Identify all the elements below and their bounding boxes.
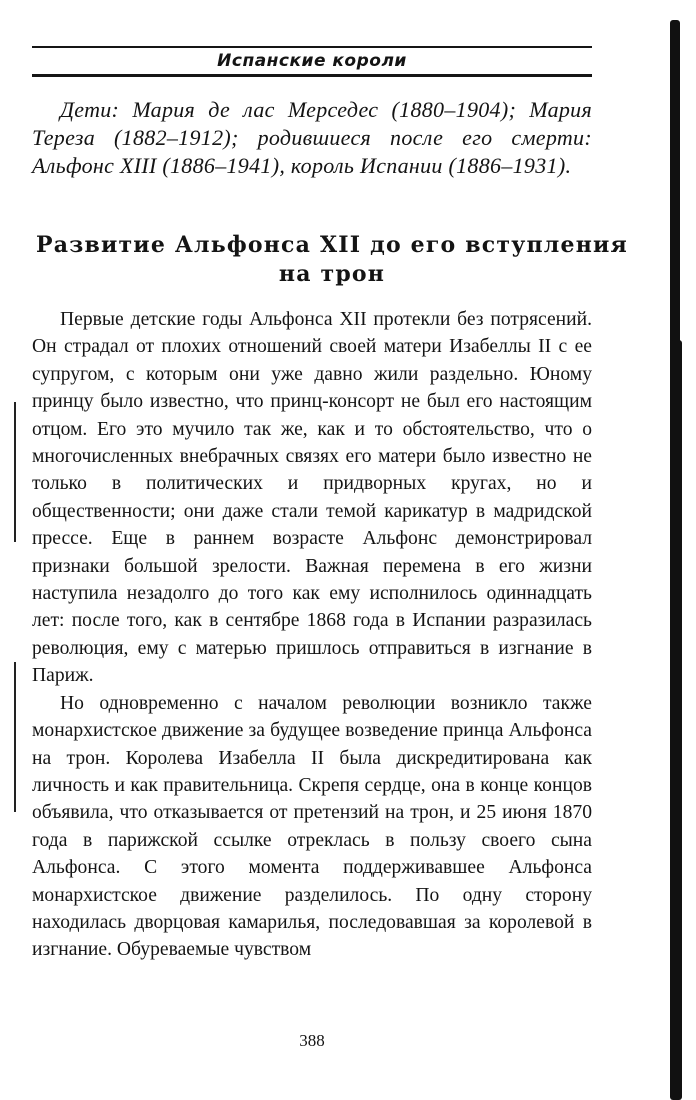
children-paragraph: Дети: Мария де лас Мерседес (1880–1904); Мария Тереза (1882–1912); родившиеся после его смерти: Альфонс XIII (1886–1941), король Испании (1886–1931). bbox=[32, 97, 592, 178]
header-rule-bottom bbox=[32, 74, 592, 77]
scan-edge-shadow-top bbox=[670, 20, 680, 350]
header-rule-top bbox=[32, 46, 592, 48]
paragraph-1: Первые детские годы Альфонса XII протекли без потрясений. Он страдал от плохих отношений своей матери Изабеллы II с ее супругом, с которым они уже давно жили раздельно. Юному принцу было известно, что принц-консорт не был его настоящим отцом. Его это мучило так же, как и то обстоятельство, что о многочисленных внебрачных связях его матери было известно не только в политических и придворных кругах, но и общественности; они даже стали темой карикатур в мадридской прессе. Еще в раннем возрасте Альфонс демонстрировал признаки большой зрелости. Важная перемена в его жизни наступила незадолго до того как ему исполнилось одиннадцать лет: после того, как в сентябре 1868 года в Испании разразилась революция, ему с матерью пришлось отправиться в изгнание в Париж. bbox=[32, 309, 592, 687]
section-heading: Развитие Альфонса XII до его вступления на трон bbox=[36, 232, 628, 287]
running-head: Испанские короли bbox=[217, 51, 407, 71]
scan-edge-shadow-bottom bbox=[670, 340, 682, 1100]
page-number: 388 bbox=[299, 1031, 325, 1050]
body-text bbox=[32, 306, 592, 964]
margin-mark-upper bbox=[14, 402, 16, 542]
paragraph-2: Но одновременно с началом революции возникло также монархистское движение за будущее возведение принца Альфонса на трон. Королева Изабелла II была дискредитирована как личность и как правительница. Скрепя сердце, она в конце концов объявила, что отказывается от претензий на трон, и 25 июня 1870 года в парижской ссылке отреклась в пользу своего сына Альфонса. С этого момента поддерживавшее Альфонса монархистское движение разделилось. По одну сторону находилась дворцовая камарилья, последовавшая за королевой в изгнание. Обуреваемые чувством bbox=[32, 692, 592, 961]
margin-mark-lower bbox=[14, 662, 16, 812]
